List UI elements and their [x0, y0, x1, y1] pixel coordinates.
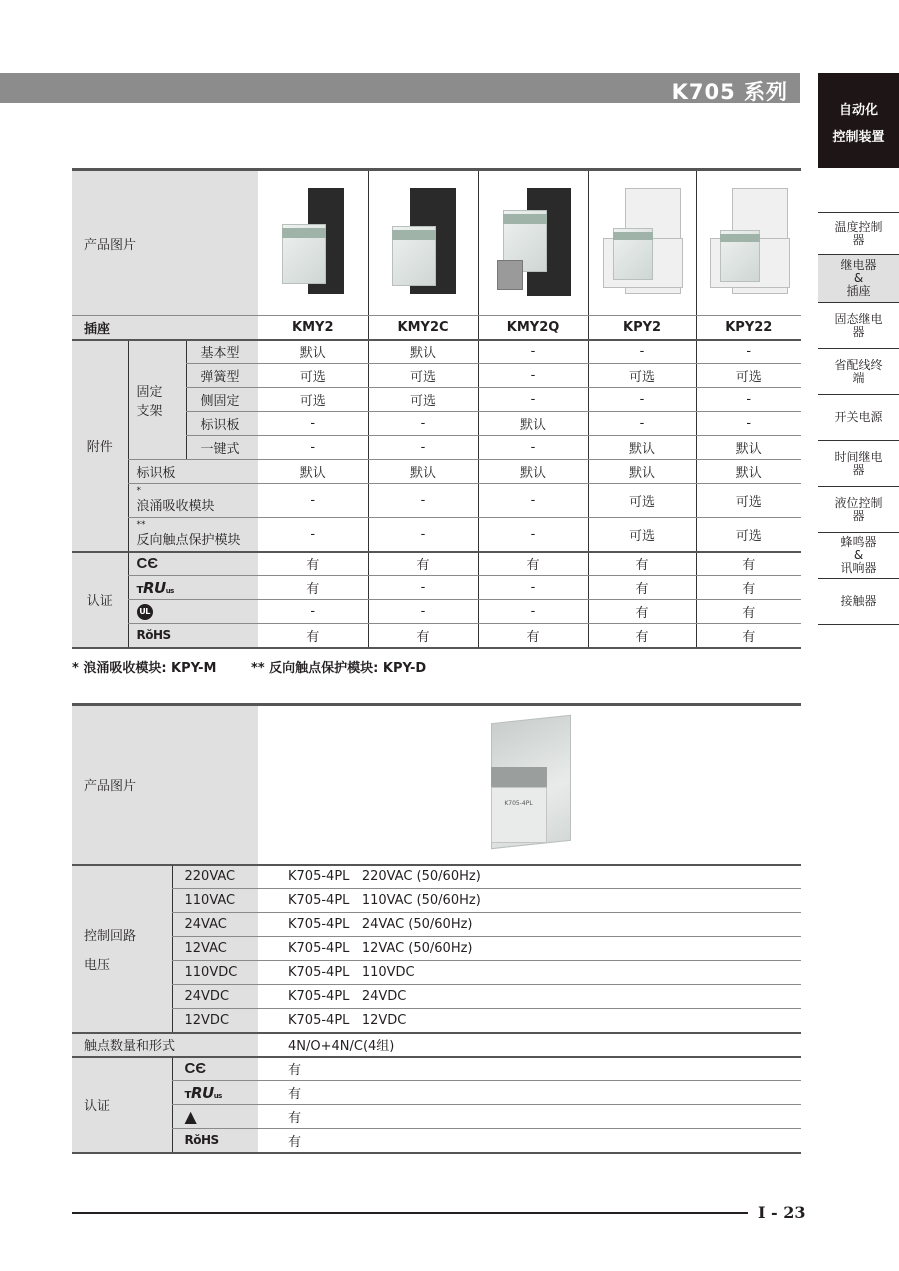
side-nav-item-contactor[interactable] [818, 578, 899, 624]
accessory-label: 反向触点保护模块 [136, 532, 241, 548]
cell: - [258, 518, 368, 552]
footnote-mark: * [136, 486, 141, 496]
footnote [72, 657, 456, 676]
bracket-type-label: 一键式 [186, 436, 258, 460]
cell: 有 [258, 1129, 801, 1153]
cell: 可选 [258, 388, 368, 412]
voltage-model-cell [258, 1009, 801, 1033]
side-nav-item-temperature-controller[interactable] [818, 212, 899, 254]
cell: 可选 [258, 364, 368, 388]
side-nav-item-solid-state-relay[interactable] [818, 302, 899, 348]
footnote-surge: * 浪涌吸收模块: KPY-M [72, 661, 217, 676]
side-nav-label: 端 [852, 370, 865, 385]
model-kpy2: KPY2 [588, 316, 696, 340]
cert-group-label: 认证 [72, 552, 128, 648]
bracket-type-label: 弹簧型 [186, 364, 258, 388]
cell: - [368, 600, 478, 624]
side-nav-label: 固态继电 [834, 311, 883, 326]
voltage-label: 12VAC [172, 937, 258, 961]
cell: 默认 [696, 460, 801, 484]
model-spec: 12VAC (50/60Hz) [361, 941, 473, 956]
cell: 可选 [588, 484, 696, 518]
voltage-label: 110VAC [172, 889, 258, 913]
cell: 有 [258, 1105, 801, 1129]
voltage-label: 110VDC [172, 961, 258, 985]
cell: - [258, 484, 368, 518]
socket-row-label: 插座 [72, 316, 258, 340]
relay-spec-table [72, 703, 801, 1154]
page-number: I - 23 [758, 1203, 806, 1222]
side-nav-label: 器 [852, 462, 865, 477]
footnote-mark: ** [136, 519, 146, 530]
contact-form-label: 触点数量和形式 [72, 1033, 258, 1057]
side-nav-label: 接触器 [840, 594, 877, 608]
rohs-mark-icon: RŏHS [172, 1129, 258, 1153]
model-code: K705-4PL [288, 893, 350, 908]
cell: 有 [696, 576, 801, 600]
bracket-label-line2: 支架 [136, 403, 163, 419]
cell: - [696, 412, 801, 436]
cell: - [478, 600, 588, 624]
cell: 有 [478, 624, 588, 648]
cell: - [368, 412, 478, 436]
divider [818, 624, 899, 625]
cell: 有 [696, 600, 801, 624]
bracket-label-line1: 固定 [136, 384, 163, 400]
voltage-model-cell [258, 865, 801, 889]
cell: 有 [588, 624, 696, 648]
side-nav-label: 蜂鸣器 [840, 535, 877, 549]
cell: 有 [368, 552, 478, 576]
side-nav-label: 器 [852, 508, 865, 523]
product-photo-kpy22 [696, 170, 801, 316]
model-code: K705-4PL [288, 989, 350, 1004]
product-photo-label: 产品图片 [72, 705, 258, 865]
cell: 默认 [258, 340, 368, 364]
product-photo-k705-4pl [258, 705, 801, 865]
product-photo-label: 产品图片 [72, 170, 258, 316]
model-kmy2q: KMY2Q [478, 316, 588, 340]
cell: 有 [478, 552, 588, 576]
model-spec: 110VDC [361, 965, 415, 980]
side-nav-label: 开关电源 [834, 410, 883, 424]
cell: - [478, 436, 588, 460]
cert-group-label: 认证 [72, 1057, 172, 1153]
side-nav-item-relay-socket[interactable] [818, 254, 899, 302]
cell: - [478, 484, 588, 518]
model-code: K705-4PL [288, 917, 350, 932]
cell: 默认 [696, 436, 801, 460]
cell: - [258, 600, 368, 624]
cell: - [696, 388, 801, 412]
cell: 默认 [588, 460, 696, 484]
cell: 有 [258, 1057, 801, 1081]
side-nav-label: 液位控制 [834, 495, 883, 510]
cell: 可选 [368, 388, 478, 412]
voltage-label: 24VAC [172, 913, 258, 937]
side-nav-label: 讯响器 [840, 561, 877, 575]
model-code: K705-4PL [288, 869, 350, 885]
bracket-type-label: 标识板 [186, 412, 258, 436]
voltage-model-cell [258, 985, 801, 1009]
bracket-group-label [128, 340, 186, 460]
model-code: K705-4PL [288, 941, 350, 956]
model-spec: 12VDC [361, 1012, 407, 1028]
voltage-model-cell [258, 889, 801, 913]
model-kmy2c: KMY2C [368, 316, 478, 340]
cell: 有 [258, 624, 368, 648]
ce-mark-icon: CЄ [128, 552, 258, 576]
series-title: K705 系列 [671, 80, 788, 104]
product-photo-kmy2c [368, 170, 478, 316]
voltage-label: 220VAC [172, 865, 258, 889]
ce-mark-icon: CЄ [172, 1057, 258, 1081]
cell: - [258, 436, 368, 460]
model-kmy2: KMY2 [258, 316, 368, 340]
cell: 有 [588, 600, 696, 624]
product-photo-kmy2 [258, 170, 368, 316]
side-nav-label: & [853, 548, 864, 562]
accessory-label: 浪涌吸收模块 [136, 499, 215, 514]
footnote-reverse: ** 反向触点保护模块: KPY-D [251, 661, 427, 676]
accessory-label-reverse [128, 518, 258, 552]
bracket-type-label: 基本型 [186, 340, 258, 364]
cell: 可选 [588, 364, 696, 388]
side-nav-item-wiring-terminal[interactable] [818, 348, 899, 394]
cell: - [368, 576, 478, 600]
cell: 可选 [696, 364, 801, 388]
socket-accessory-table [72, 168, 801, 649]
cell: - [478, 388, 588, 412]
section-tab-line1: 自动化 [838, 103, 878, 118]
cell: 默认 [478, 412, 588, 436]
footer-rule [72, 1212, 748, 1214]
cell: 有 [588, 552, 696, 576]
model-spec: 110VAC (50/60Hz) [361, 893, 481, 908]
side-nav-item-buzzer[interactable] [818, 532, 899, 578]
cell: - [696, 340, 801, 364]
product-photo-kmy2q [478, 170, 588, 316]
side-nav-item-level-controller[interactable] [818, 486, 899, 532]
ur-mark-icon: ᴛRUus [172, 1081, 258, 1105]
voltage-model-cell [258, 937, 801, 961]
voltage-label: 12VDC [172, 1009, 258, 1033]
voltage-label-line2: 电压 [84, 957, 111, 973]
model-spec: 24VDC [361, 989, 407, 1004]
model-code: K705-4PL [288, 1012, 350, 1028]
side-nav-label: 省配线终 [834, 357, 883, 372]
product-face-label: K705-4PL [491, 787, 547, 843]
model-spec: 220VAC (50/60Hz) [361, 869, 481, 885]
contact-form-value: 4N/O+4N/C(4组) [258, 1033, 801, 1057]
cell: 默认 [258, 460, 368, 484]
bracket-type-label: 侧固定 [186, 388, 258, 412]
cell: 默认 [588, 436, 696, 460]
cell: 可选 [696, 518, 801, 552]
series-header-band [0, 73, 800, 103]
side-nav-label: 器 [852, 324, 865, 339]
voltage-model-cell [258, 961, 801, 985]
accessory-group-label: 附件 [72, 340, 128, 552]
cell: - [368, 518, 478, 552]
side-nav-item-timer-relay[interactable] [818, 440, 899, 486]
cell: - [588, 388, 696, 412]
cell: - [478, 340, 588, 364]
accessory-label-surge [128, 484, 258, 518]
side-nav-label: 继电器 [840, 258, 877, 272]
cell: 默认 [478, 460, 588, 484]
cell: - [478, 518, 588, 552]
product-photo-kpy2 [588, 170, 696, 316]
cell: 默认 [368, 460, 478, 484]
cell: - [588, 412, 696, 436]
cell: 有 [258, 576, 368, 600]
ur-mark-icon: ᴛRUus [128, 576, 258, 600]
voltage-label-line1: 控制回路 [84, 928, 137, 944]
rohs-mark-icon: RŏHS [128, 624, 258, 648]
side-nav-label: 时间继电 [834, 449, 883, 464]
cell: - [258, 412, 368, 436]
cell: - [368, 436, 478, 460]
model-kpy22: KPY22 [696, 316, 801, 340]
cell: 可选 [368, 364, 478, 388]
side-nav-label: 温度控制 [834, 219, 883, 234]
voltage-label: 24VDC [172, 985, 258, 1009]
model-spec: 24VAC (50/60Hz) [361, 917, 473, 932]
cell: 有 [696, 552, 801, 576]
cell: 有 [368, 624, 478, 648]
model-code: K705-4PL [288, 965, 350, 980]
voltage-group-label [72, 865, 172, 1033]
voltage-model-cell [258, 913, 801, 937]
cell: 有 [588, 576, 696, 600]
cell: 可选 [588, 518, 696, 552]
cell: - [588, 340, 696, 364]
cell: - [368, 484, 478, 518]
accessory-label: 标识板 [128, 460, 258, 484]
section-tab-line2: 控制装置 [832, 130, 885, 145]
cell: - [478, 364, 588, 388]
tuv-triangle-icon: ▲ [172, 1105, 258, 1129]
cell: 有 [696, 624, 801, 648]
cell: 默认 [368, 340, 478, 364]
side-nav-item-power-supply[interactable] [818, 394, 899, 440]
section-tab[interactable] [818, 73, 899, 168]
side-nav-label: 器 [852, 232, 865, 247]
cell: 有 [258, 552, 368, 576]
cell: 可选 [696, 484, 801, 518]
cell: 有 [258, 1081, 801, 1105]
cell: - [478, 576, 588, 600]
side-nav-label: & [853, 271, 864, 285]
side-nav [818, 212, 899, 625]
side-nav-label: 插座 [846, 284, 871, 298]
ul-mark-icon: UL [128, 600, 258, 624]
